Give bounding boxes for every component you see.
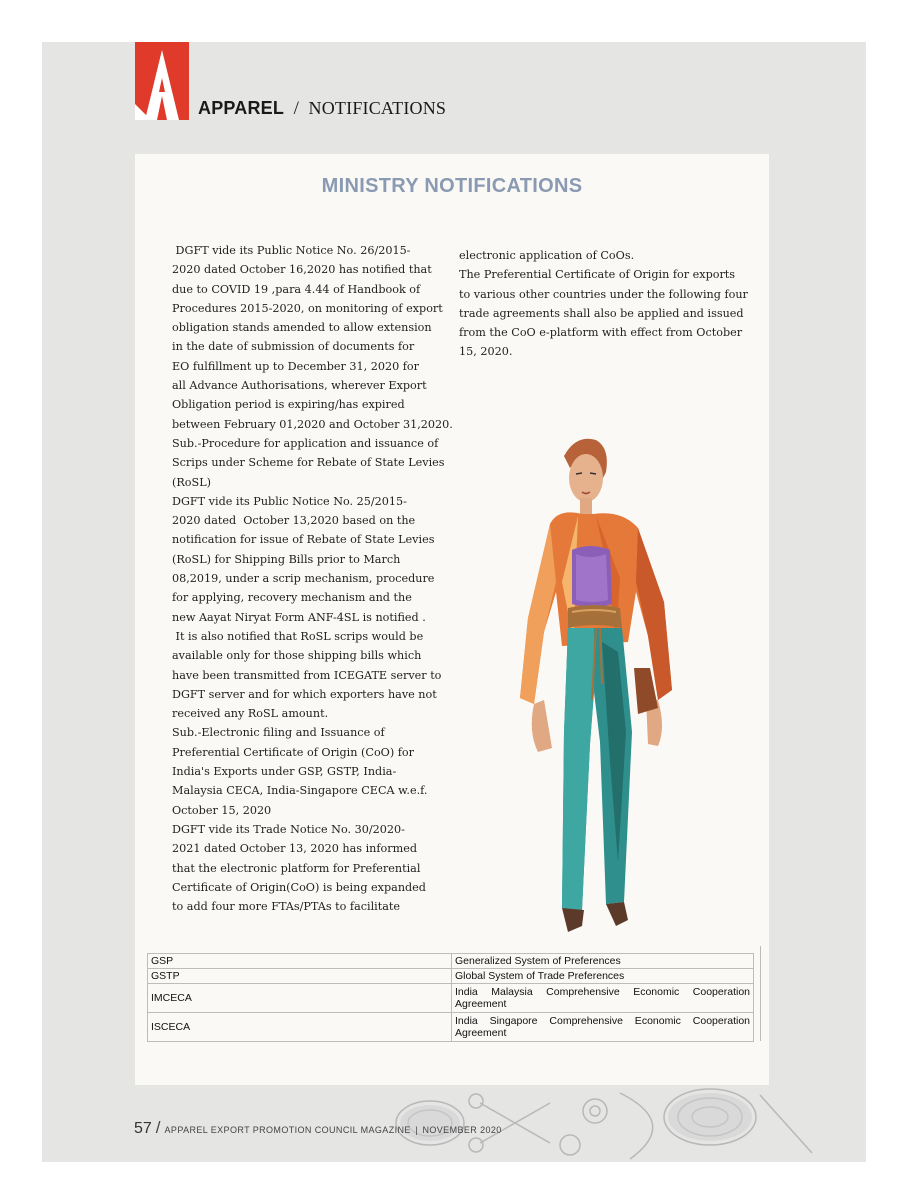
table-cell-full-name: Generalized System of Preferences (452, 954, 754, 969)
table-row (148, 1013, 754, 1042)
fashion-model-illustration (498, 432, 698, 944)
table-row (148, 969, 754, 984)
article-left-column: DGFT vide its Public Notice No. 26/2015- 2020 dated October 16,2020 has notified that due to COVID 19 ,para 4.44 of Handbook of Procedures 2015-2020, on monitoring of export obligation stands amended to allow extension in the date of submission of documents for EO fulfillment up to December 31, 2020 for all Advance Authorisations, wherever Export Obligation period is expiring/has expired between February 01,2020 and October 31,2020. Sub.-Procedure for application and issuance of Scrips under Scheme for Rebate of State Levies (RoSL) DGFT vide its Public Notice No. 25/2015- 2020 dated October 13,2020 based on the notification for issue of Rebate of State Levies (RoSL) for Shipping Bills prior to March 08,2019, under a scrip mechanism, procedure for applying, recovery mechanism and the new Aayat Niryat Form ANF-4SL is notified . It is also notified that RoSL scrips would be available only for those shipping bills which have been transmitted from ICEGATE server to DGFT server and for which exporters have not received any RoSL amount. Sub.-Electronic filing and Issuance of Preferential Certificate of Origin (CoO) for India's Exports under GSP, GSTP, India- Malaysia CECA, India-Singapore CECA w.e.f. October 15, 2020 DGFT vide its Trade Notice No. 30/2020- 2021 dated October 13, 2020 has informed that the electronic platform for Preferential Certificate of Origin(CoO) is being expanded to add four more FTAs/PTAs to facilitate (172, 244, 453, 914)
page-footer (134, 1118, 502, 1138)
article-title: MINISTRY NOTIFICATIONS (321, 175, 583, 197)
table-cell-full-name: India Malaysia Comprehensive Economic Cooperation Agreement (452, 984, 754, 1013)
table-row (148, 984, 754, 1013)
footer-separator: / (155, 1118, 161, 1137)
table-cell-full-name: Global System of Trade Preferences (452, 969, 754, 984)
breadcrumb-separator: / (293, 98, 300, 119)
issue-date: NOVEMBER 2020 (422, 1125, 502, 1135)
footer-divider: | (415, 1125, 419, 1135)
apparel-logo-icon (135, 42, 189, 120)
table-row (148, 954, 754, 969)
table-cell-full-name: India Singapore Comprehensive Economic Cooperation Agreement (452, 1013, 754, 1042)
table-cell-abbreviation: GSTP (148, 969, 452, 984)
brand-name: APPAREL (198, 98, 285, 118)
fta-table (147, 953, 754, 1042)
table-cell-abbreviation: IMCECA (148, 984, 452, 1013)
header-breadcrumb (198, 98, 446, 120)
table-edge-line (760, 946, 761, 1041)
section-name: NOTIFICATIONS (308, 98, 447, 118)
magazine-name: APPAREL EXPORT PROMOTION COUNCIL MAGAZINE (164, 1125, 411, 1135)
article-right-column: electronic application of CoOs. The Preferential Certificate of Origin for exports to various other countries under the following four trade agreements shall also be applied and issued from the CoO e-platform with effect from October 15, 2020. (459, 249, 748, 359)
page-number: 57 (134, 1120, 152, 1137)
table-cell-abbreviation: GSP (148, 954, 452, 969)
table-cell-abbreviation: ISCECA (148, 1013, 452, 1042)
